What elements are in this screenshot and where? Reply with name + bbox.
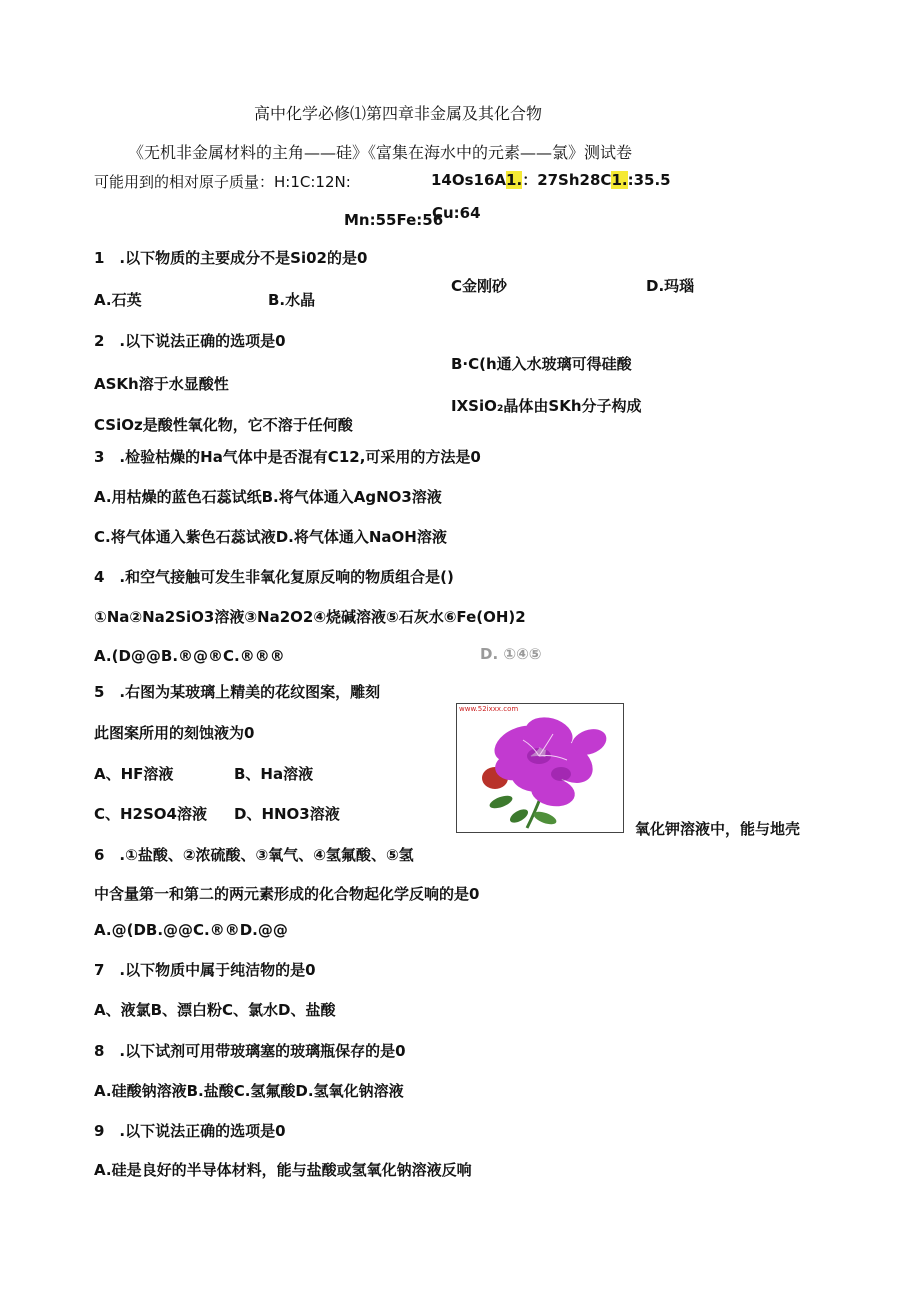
q6-stem-line2: 中含量第一和第二的两元素形成的化合物起化学反响的是0 bbox=[94, 885, 480, 903]
flower-illustration bbox=[457, 704, 623, 832]
q5-option-b: B、Ha溶液 bbox=[234, 765, 314, 783]
q1-option-a: A.石英 bbox=[94, 291, 142, 309]
q8-stem: 8 .以下试剂可用带玻璃塞的玻璃瓶保存的是0 bbox=[94, 1042, 406, 1060]
q8-options: A.硅酸钠溶液B.盐酸C.氢氟酸D.氢氧化钠溶液 bbox=[94, 1082, 404, 1100]
atomic-mass-cu: Cu:64 bbox=[432, 204, 481, 222]
atomic-masses-line2: Mn:55Fe:56 bbox=[344, 211, 444, 229]
q2-option-a: ASKh溶于水显酸性 bbox=[94, 375, 229, 393]
q4-option-d: D. ①④⑤ bbox=[480, 645, 542, 663]
masses-part3: :35.5 bbox=[627, 171, 671, 189]
q1-option-d: D.玛瑙 bbox=[646, 277, 695, 295]
page-subtitle: 《无机非金属材料的主角——硅》《富集在海水中的元素——氯》测试卷 bbox=[128, 143, 633, 162]
q5-option-c: C、H2SO4溶液 bbox=[94, 805, 207, 823]
q9-option-a: A.硅是良好的半导体材料，能与盐酸或氢氧化钠溶液反响 bbox=[94, 1161, 472, 1179]
q1-stem: 1 .以下物质的主要成分不是Si02的是0 bbox=[94, 249, 368, 267]
photo-watermark: www.52ixxx.com bbox=[459, 705, 519, 713]
masses-highlight-2: 1. bbox=[611, 171, 628, 189]
q4-stem: 4 .和空气接触可发生非氧化复原反响的物质组合是() bbox=[94, 568, 454, 586]
q5-option-d: D、HNO3溶液 bbox=[234, 805, 340, 823]
q3-options-ab: A.用枯燥的蓝色石蕊试纸B.将气体通入AgNO3溶液 bbox=[94, 488, 442, 506]
q5-side-text: 氧化钾溶液中，能与地壳 bbox=[635, 820, 801, 838]
atomic-masses-values bbox=[431, 170, 671, 190]
masses-part1: 14Os16A bbox=[431, 171, 507, 189]
q3-stem: 3 .检验枯燥的Ha气体中是否混有C12,可采用的方法是0 bbox=[94, 448, 481, 466]
q6-options: A.@(DB.@@C.®®D.@@ bbox=[94, 921, 288, 939]
atomic-masses-label: 可能用到的相对原子质量：H:1C:12N: bbox=[94, 173, 351, 191]
q7-stem: 7 .以下物质中属于纯洁物的是0 bbox=[94, 961, 316, 979]
q4-options-abc: A.(D@@B.®@®C.®®® bbox=[94, 647, 285, 665]
q1-option-b: B.水晶 bbox=[268, 291, 316, 309]
q9-stem: 9 .以下说法正确的选项是0 bbox=[94, 1122, 286, 1140]
page-title: 高中化学必修⑴第四章非金属及其化合物 bbox=[254, 104, 543, 123]
flower-photo bbox=[456, 703, 624, 833]
q1-option-c: C金刚砂 bbox=[451, 277, 508, 295]
q5-stem: 5 .右图为某玻璃上精美的花纹图案，雕刻 bbox=[94, 683, 381, 701]
q5-option-a: A、HF溶液 bbox=[94, 765, 174, 783]
q7-options: A、液氯B、漂白粉C、氯水D、盐酸 bbox=[94, 1001, 336, 1019]
q6-stem: 6 .①盐酸、②浓硫酸、③氧气、④氢氟酸、⑤氢 bbox=[94, 846, 414, 864]
q3-options-cd: C.将气体通入紫色石蕊试液D.将气体通入NaOH溶液 bbox=[94, 528, 447, 546]
q5-stem-line2: 此图案所用的刻蚀液为0 bbox=[94, 724, 255, 742]
q4-items: ①Na②Na2SiO3溶液③Na2O2④烧碱溶液⑤石灰水⑥Fe(OH)2 bbox=[94, 608, 526, 626]
masses-highlight-1: 1. bbox=[506, 171, 523, 189]
q2-option-d: IXSiO₂晶体由SKh分子构成 bbox=[451, 397, 642, 415]
q2-option-c: CSiOz是酸性氧化物，它不溶于任何酸 bbox=[94, 416, 353, 434]
q2-stem: 2 .以下说法正确的选项是0 bbox=[94, 332, 286, 350]
masses-part2: ：27Sh28C bbox=[522, 171, 612, 189]
q2-option-b: B·C(h通入水玻璃可得硅酸 bbox=[451, 355, 632, 373]
